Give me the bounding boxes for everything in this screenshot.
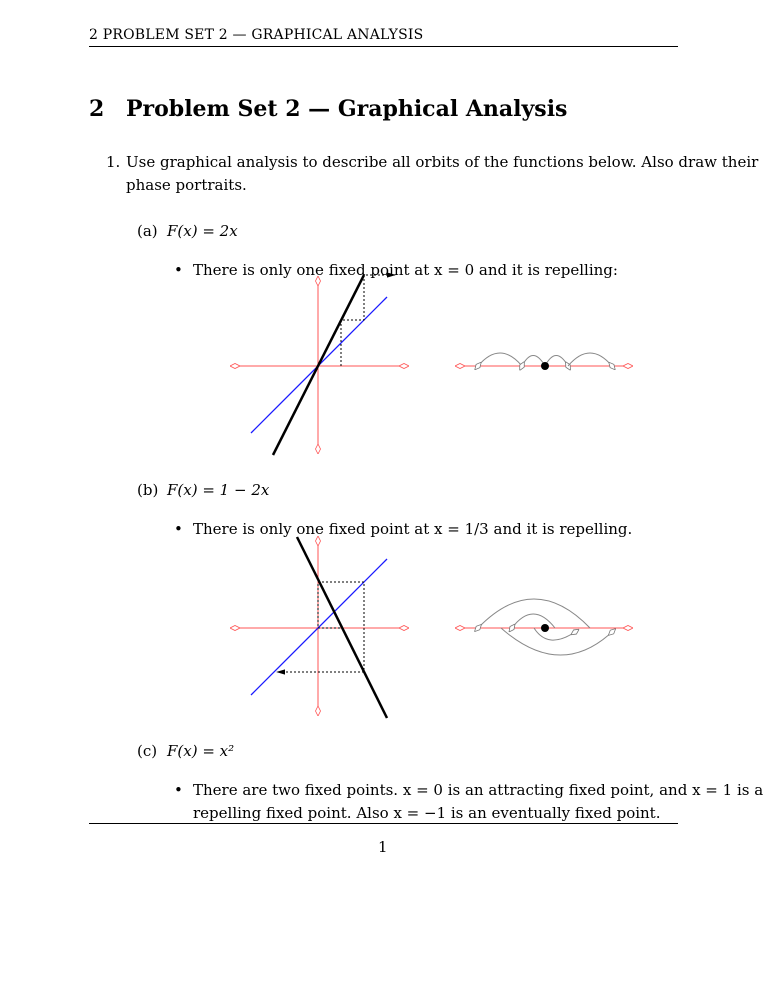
orbit-path (341, 275, 395, 366)
figure-b-phase-portrait (456, 599, 632, 655)
section-number: 2 (89, 96, 105, 122)
problem-number: 1. (106, 153, 121, 171)
figure-a-cobweb (231, 275, 408, 455)
part-b-function: F(x) = 1 − 2x (167, 481, 270, 499)
part-b-bullet: There is only one fixed point at x = 1/3 and it is repelling. (193, 520, 633, 538)
part-a-bullet: There is only one fixed point at x = 0 and it is repelling: (193, 261, 618, 279)
bullet-icon: • (174, 781, 183, 799)
figure-b-cobweb (231, 537, 408, 718)
problem-text-line2: phase portraits. (126, 176, 247, 194)
part-a-label: (a) (137, 222, 158, 240)
bullet-icon: • (174, 261, 183, 279)
fixed-point (541, 624, 549, 632)
section-title: Problem Set 2 — Graphical Analysis (126, 96, 568, 122)
problem-text-line1: Use graphical analysis to describe all orbits of the functions below. Also draw their (126, 153, 759, 171)
part-a-function: F(x) = 2x (167, 222, 238, 240)
part-c-bullet-line1: There are two fixed points. x = 0 is an attracting fixed point, and x = 1 is a (193, 781, 764, 799)
fixed-point (541, 362, 549, 370)
part-c-bullet-line2: repelling fixed point. Also x = −1 is an eventually fixed point. (193, 804, 661, 822)
page-number: 1 (378, 838, 388, 856)
running-header: 2 PROBLEM SET 2 — GRAPHICAL ANALYSIS (89, 27, 424, 43)
part-b-label: (b) (137, 481, 159, 499)
bullet-icon: • (174, 520, 183, 538)
part-c-label: (c) (137, 742, 158, 760)
part-c-function: F(x) = x² (167, 742, 235, 760)
figure-a-phase-portrait (456, 353, 632, 370)
